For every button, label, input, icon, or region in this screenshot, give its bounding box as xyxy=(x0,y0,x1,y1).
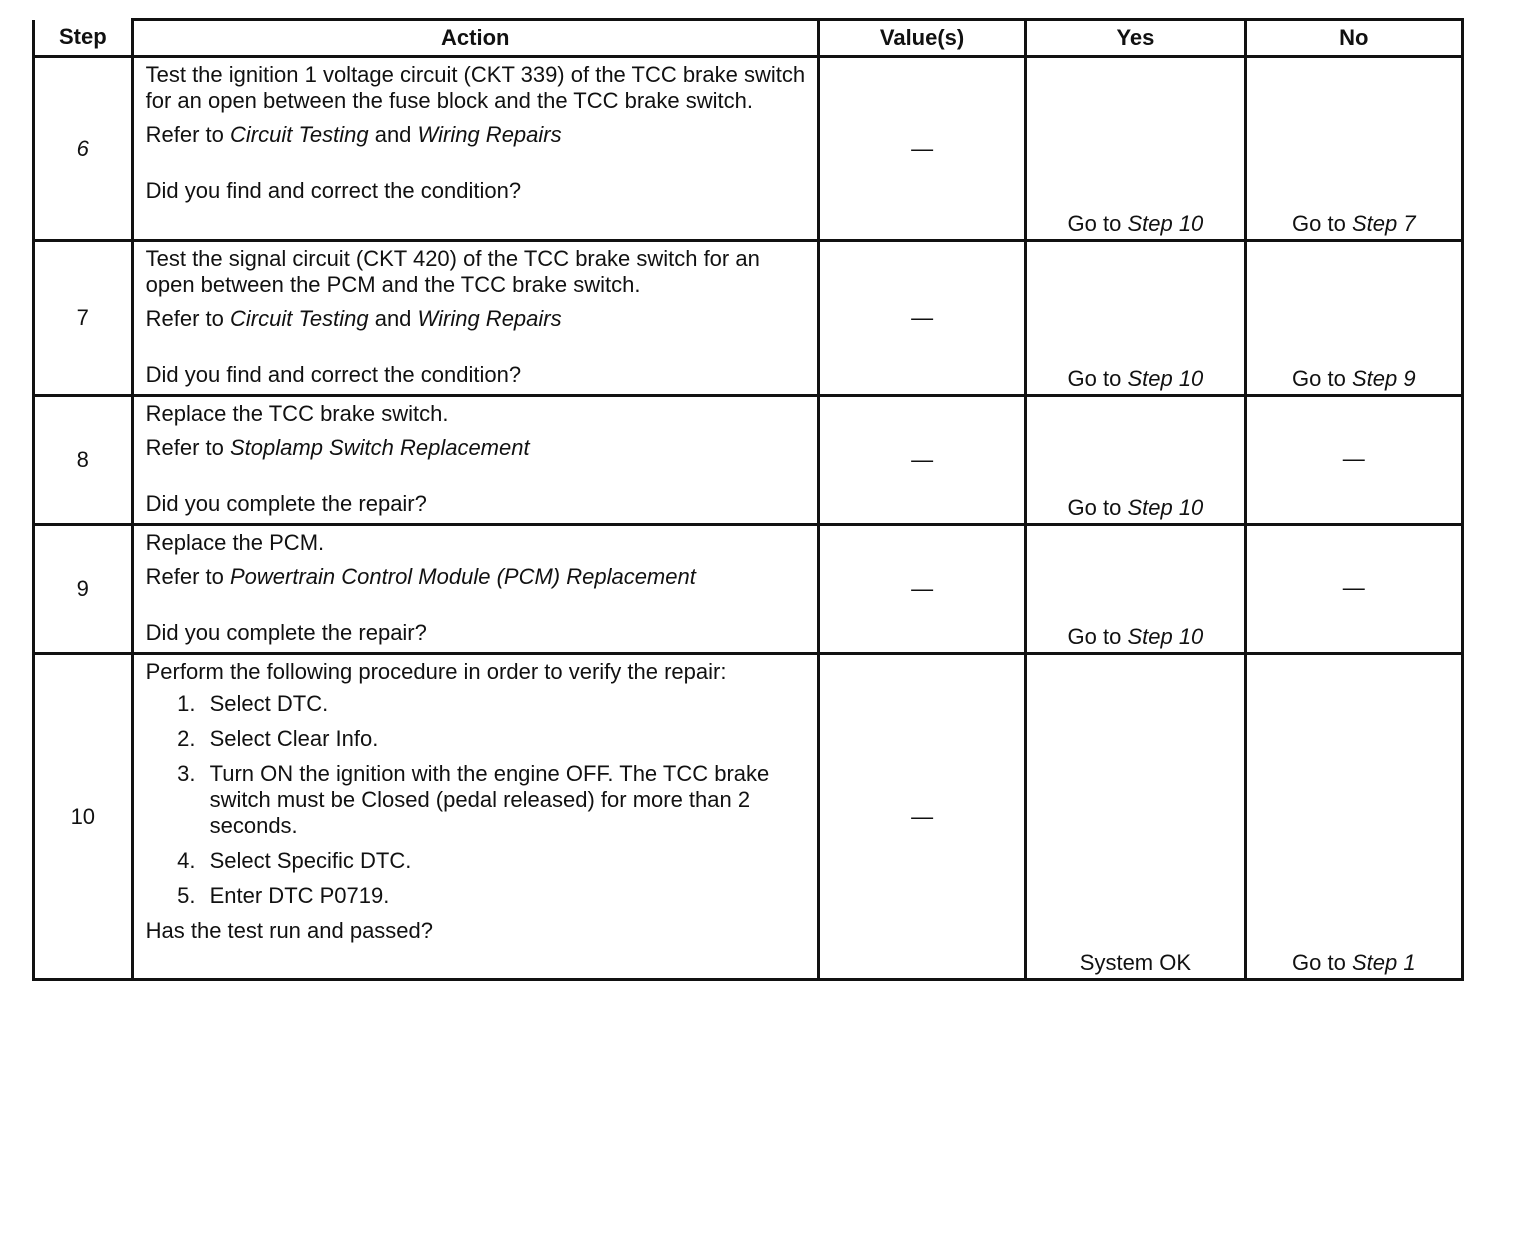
table-row xyxy=(34,525,1463,654)
header-row xyxy=(34,20,1463,57)
goto-step-link[interactable]: Step 10 xyxy=(1127,366,1204,391)
value-cell: — xyxy=(818,654,1025,980)
procedure-step: 2. Select Clear Info. xyxy=(202,726,807,752)
step-number: 9 xyxy=(34,525,133,654)
action-text: Replace the PCM. xyxy=(145,530,325,555)
refer-link[interactable]: Circuit Testing xyxy=(230,122,369,147)
refer-link[interactable]: Stoplamp Switch Replacement xyxy=(230,435,530,460)
question: Did you complete the repair? xyxy=(145,491,427,516)
value-cell: — xyxy=(818,57,1025,241)
action-cell xyxy=(132,241,818,396)
yes-cell: System OK xyxy=(1026,654,1245,980)
goto-step-link[interactable]: Step 9 xyxy=(1351,366,1416,391)
action-cell xyxy=(132,654,818,980)
refer-prefix: Refer to xyxy=(145,564,224,589)
step-number: 6 xyxy=(34,57,133,241)
question: Has the test run and passed? xyxy=(145,918,434,943)
goto-prefix: Go to xyxy=(1292,366,1346,391)
procedure-step: 5. Enter DTC P0719. xyxy=(202,883,807,909)
table-row xyxy=(34,396,1463,525)
step-number: 8 xyxy=(34,396,133,525)
refer-line xyxy=(146,435,807,461)
refer-prefix: Refer to xyxy=(145,435,224,460)
value-cell: — xyxy=(818,396,1025,525)
value-cell: — xyxy=(818,241,1025,396)
action-cell xyxy=(132,396,818,525)
refer-line xyxy=(146,306,807,332)
header-values: Value(s) xyxy=(818,20,1025,57)
goto-step-link[interactable]: Step 1 xyxy=(1351,950,1416,975)
procedure-step: 1. Select DTC. xyxy=(202,691,807,717)
refer-and: and xyxy=(374,122,412,147)
header-no: No xyxy=(1245,20,1462,57)
goto-step-link[interactable]: Step 10 xyxy=(1127,624,1204,649)
no-cell xyxy=(1245,57,1462,241)
refer-prefix: Refer to xyxy=(145,122,224,147)
diagnostic-table xyxy=(32,18,1464,981)
action-text: Replace the TCC brake switch. xyxy=(145,401,449,426)
refer-prefix: Refer to xyxy=(145,306,224,331)
yes-cell xyxy=(1026,241,1245,396)
goto-prefix: Go to xyxy=(1067,624,1122,649)
goto-prefix: Go to xyxy=(1292,950,1346,975)
step-number: 7 xyxy=(34,241,133,396)
value-cell: — xyxy=(818,525,1025,654)
table-row xyxy=(34,654,1463,980)
goto-prefix: Go to xyxy=(1067,366,1122,391)
refer-and: and xyxy=(374,306,412,331)
refer-line xyxy=(146,564,807,590)
procedure-list xyxy=(146,691,807,909)
yes-cell xyxy=(1026,396,1245,525)
action-text: Test the ignition 1 voltage circuit (CKT 339) of the TCC brake switch for an open between the fuse block and the TCC brake switch. xyxy=(145,62,806,113)
question: Did you find and correct the condition? xyxy=(145,362,522,387)
no-cell xyxy=(1245,241,1462,396)
goto-step-link[interactable]: Step 10 xyxy=(1127,211,1204,236)
table-row xyxy=(34,241,1463,396)
header-step: Step xyxy=(34,20,133,57)
goto-step-link[interactable]: Step 7 xyxy=(1351,211,1416,236)
goto-prefix: Go to xyxy=(1067,495,1122,520)
table-row xyxy=(34,57,1463,241)
refer-line xyxy=(146,122,807,148)
action-text: Perform the following procedure in order to verify the repair: xyxy=(145,659,727,684)
procedure-step: 3. Turn ON the ignition with the engine OFF. The TCC brake switch must be Closed (pedal released) for more than 2 seconds. xyxy=(202,761,807,839)
procedure-step: 4. Select Specific DTC. xyxy=(202,848,807,874)
goto-step-link[interactable]: Step 10 xyxy=(1127,495,1204,520)
no-cell: — xyxy=(1245,396,1462,525)
action-cell xyxy=(132,57,818,241)
action-cell xyxy=(132,525,818,654)
no-cell: — xyxy=(1245,525,1462,654)
question: Did you find and correct the condition? xyxy=(145,178,522,203)
question: Did you complete the repair? xyxy=(145,620,427,645)
header-yes: Yes xyxy=(1026,20,1245,57)
refer-link[interactable]: Circuit Testing xyxy=(230,306,369,331)
refer-link[interactable]: Wiring Repairs xyxy=(417,122,562,147)
action-text: Test the signal circuit (CKT 420) of the TCC brake switch for an open between the PCM and the TCC brake switch. xyxy=(145,246,760,297)
refer-link[interactable]: Wiring Repairs xyxy=(417,306,562,331)
header-action: Action xyxy=(132,20,818,57)
refer-link[interactable]: Powertrain Control Module (PCM) Replacement xyxy=(230,564,696,589)
yes-cell xyxy=(1026,525,1245,654)
yes-cell xyxy=(1026,57,1245,241)
no-cell xyxy=(1245,654,1462,980)
goto-prefix: Go to xyxy=(1292,211,1346,236)
goto-prefix: Go to xyxy=(1067,211,1122,236)
step-number: 10 xyxy=(34,654,133,980)
